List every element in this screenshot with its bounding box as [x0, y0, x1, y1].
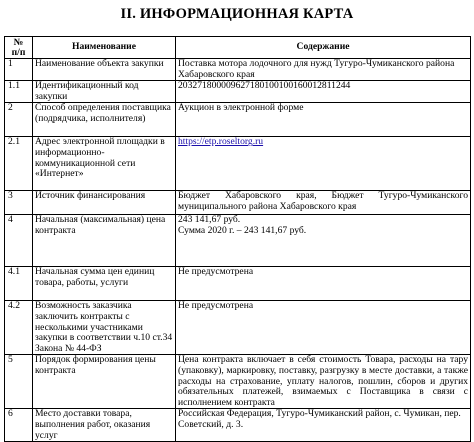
header-number-line2: п/п: [11, 46, 26, 58]
row-name: Идентификационный код закупки: [33, 81, 176, 103]
row-content: 203271800009627180100100160012811244: [176, 81, 471, 103]
row-name: Источник финансирования: [33, 191, 176, 215]
row-name: Способ определения поставщика (подрядчика, исполнителя): [33, 103, 176, 137]
table-row: [5, 301, 471, 355]
table-row: [5, 191, 471, 215]
row-name: Начальная сумма цен единиц товара, работы, услуги: [33, 267, 176, 301]
initial-price: 243 141,67 руб.: [178, 214, 241, 226]
document-title: II. ИНФОРМАЦИОННАЯ КАРТА: [120, 6, 354, 22]
table-row: [5, 215, 471, 267]
price-2020: Сумма 2020 г. – 243 141,67 руб.: [178, 224, 307, 236]
row-number: 4.2: [5, 301, 33, 355]
row-content: Российская Федерация, Тугуро-Чумиканский район, с. Чумикан, пер. Советский, д. 3.: [176, 409, 471, 442]
row-name: Порядок формирования цены контракта: [33, 355, 176, 409]
table-row: [5, 355, 471, 409]
row-name: Начальная (максимальная) цена контракта: [33, 215, 176, 267]
info-card-table: [4, 36, 471, 442]
row-number: 3: [5, 191, 33, 215]
row-name: Наименование объекта закупки: [33, 59, 176, 81]
row-name: Возможность заказчика заключить контракты с несколькими участниками закупки в соответствии ч.10 ст.34 Закона № 44-ФЗ: [33, 301, 176, 355]
row-number: 2.1: [5, 137, 33, 191]
row-name: Адрес электронной площадки в информационно-коммуникационной сети «Интернет»: [33, 137, 176, 191]
row-number: 2: [5, 103, 33, 137]
table-row: [5, 103, 471, 137]
row-number: 5: [5, 355, 33, 409]
table-row: [5, 409, 471, 442]
row-number: 1.1: [5, 81, 33, 103]
row-content: Аукцион в электронной форме: [176, 103, 471, 137]
header-number: [5, 37, 33, 59]
header-content: Содержание: [176, 37, 471, 59]
electronic-platform-link[interactable]: https://etp.roseltorg.ru: [178, 136, 264, 148]
row-number: 6: [5, 409, 33, 442]
row-number: 4.1: [5, 267, 33, 301]
header-name: Наименование: [33, 37, 176, 59]
row-number: 1: [5, 59, 33, 81]
table-header-row: [5, 37, 471, 59]
row-content: Не предусмотрена: [176, 267, 471, 301]
row-content: [176, 215, 471, 267]
row-name: Место доставки товара, выполнения работ, оказания услуг: [33, 409, 176, 442]
header-number-line1: №: [13, 36, 24, 48]
table-row: [5, 137, 471, 191]
row-content: Поставка мотора лодочного для нужд Тугуро-Чумиканского района Хабаровского края: [176, 59, 471, 81]
table-row: [5, 59, 471, 81]
row-content: [176, 137, 471, 191]
table-row: [5, 81, 471, 103]
row-content: Цена контракта включает в себя стоимость Товара, расходы на тару (упаковку), маркировку, поставку, разгрузку в месте доставки, а также расходы на страхование, уплату налогов, пошлин, сборов и других обязательных платежей, взимаемых с Поставщика в связи с исполнением контракта: [176, 355, 471, 409]
row-number: 4: [5, 215, 33, 267]
row-content: Не предусмотрена: [176, 301, 471, 355]
row-content: Бюджет Хабаровского края, Бюджет Тугуро-Чумиканского муниципального района Хабаровского края: [176, 191, 471, 215]
table-row: [5, 267, 471, 301]
